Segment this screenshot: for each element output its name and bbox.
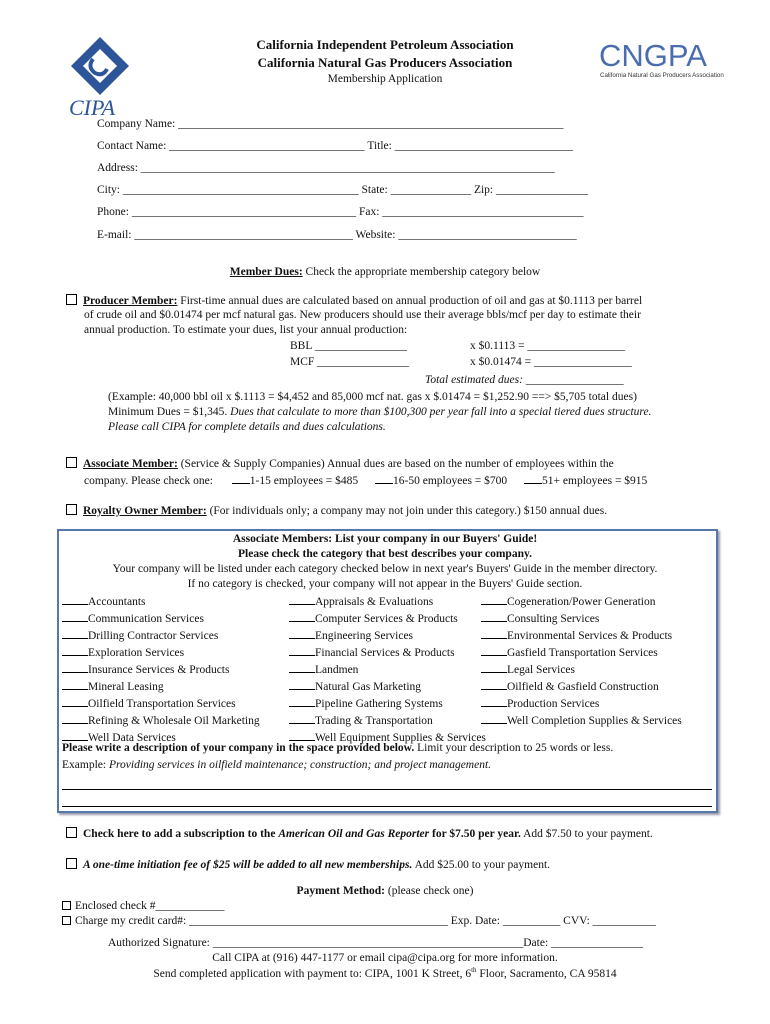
subscription-checkbox[interactable]	[66, 827, 77, 838]
producer-minimum	[108, 406, 651, 418]
member-dues-label: Member Dues:	[229, 266, 303, 278]
category-checkbox[interactable]	[481, 593, 507, 605]
category-checkbox[interactable]	[289, 644, 315, 656]
description-instruction	[62, 742, 613, 754]
category-checkbox[interactable]	[62, 661, 88, 673]
category-label: Well Data Services	[88, 732, 176, 744]
opt2-blank[interactable]	[375, 472, 393, 484]
category-label: Production Services	[507, 698, 600, 710]
category-label: Drilling Contractor Services	[88, 630, 219, 642]
producer-example: (Example: 40,000 bbl oil x $.1113 = $4,452 and 85,000 mcf nat. gas x $.01474 = $1,252.90 ==> $5,705 total dues)	[108, 391, 637, 403]
producer-label: Producer Member:	[83, 295, 178, 307]
footer-send-pre: Send completed application with payment to: CIPA, 1001 K Street, 6	[153, 967, 472, 980]
category-checkbox[interactable]	[62, 695, 88, 707]
subscription-magazine: American Oil and Gas Reporter	[278, 828, 430, 840]
opt1-blank[interactable]	[232, 472, 250, 484]
category-item[interactable]	[481, 644, 682, 661]
producer-call-note: Please call CIPA for complete details and dues calculations.	[108, 421, 386, 433]
footer-send-post: Floor, Sacramento, CA 95814	[476, 967, 617, 980]
buyers-guide-line1: Your company will be listed under each category checked below in next year's Buyers' Guide in the member directory.	[112, 563, 658, 575]
category-label: Mineral Leasing	[88, 681, 164, 693]
payment-note: (please check one)	[385, 885, 474, 897]
page-subtitle: Membership Application	[327, 73, 443, 85]
mcf-input[interactable]: MCF ________________	[290, 356, 410, 368]
category-checkbox[interactable]	[62, 644, 88, 656]
category-checkbox[interactable]	[289, 661, 315, 673]
org2-title: California Natural Gas Producers Association	[257, 55, 513, 70]
category-checkbox[interactable]	[481, 661, 507, 673]
category-col2	[289, 593, 486, 746]
subscription-price: for $7.50 per year.	[429, 828, 521, 840]
category-label: Financial Services & Products	[315, 647, 455, 659]
description-line-2[interactable]	[62, 792, 712, 807]
associate-label: Associate Member:	[83, 458, 178, 470]
category-label: Cogeneration/Power Generation	[507, 596, 656, 608]
category-label: Oilfield & Gasfield Construction	[507, 681, 659, 693]
category-item[interactable]	[481, 593, 682, 610]
phone-fax-field[interactable]: Phone: _______________________________________ Fax: ___________________________________	[97, 206, 584, 218]
credit-card-text[interactable]: Charge my credit card#: _____________________________________________ Exp. Date: __________ CVV: ___________	[75, 915, 656, 927]
category-checkbox[interactable]	[62, 627, 88, 639]
category-item[interactable]	[62, 610, 260, 627]
contact-title-field[interactable]: Contact Name: __________________________________ Title: _______________________________	[97, 140, 573, 152]
category-item[interactable]	[481, 610, 682, 627]
royalty-section	[66, 504, 607, 517]
member-dues-instruction: Check the appropriate membership category below	[302, 266, 541, 278]
category-checkbox[interactable]	[481, 678, 507, 690]
producer-section	[66, 294, 642, 307]
category-checkbox[interactable]	[62, 678, 88, 690]
buyers-guide-line2: If no category is checked, your company will not appear in the Buyers' Guide section.	[187, 578, 583, 590]
minimum-dues-text: Minimum Dues = $1,345.	[108, 406, 231, 418]
footer-send	[0, 966, 770, 980]
associate-opt3: 51+ employees = $915	[542, 475, 648, 487]
associate-line1: (Service & Supply Companies) Annual dues are based on the number of employees within the	[177, 458, 614, 470]
category-item[interactable]	[289, 593, 486, 610]
category-label: Pipeline Gathering Systems	[315, 698, 443, 710]
category-checkbox[interactable]	[62, 610, 88, 622]
example-label: Example:	[62, 759, 109, 771]
producer-checkbox[interactable]	[66, 294, 77, 305]
category-label: Landmen	[315, 664, 359, 676]
category-item[interactable]	[62, 695, 260, 712]
category-checkbox[interactable]	[481, 610, 507, 622]
producer-line2: of crude oil and $0.01474 per mcf natural gas. New producers should use their average bbls/mcf per day to estimate their	[84, 309, 641, 321]
category-item[interactable]	[289, 678, 486, 695]
category-item[interactable]	[481, 678, 682, 695]
category-item[interactable]	[289, 661, 486, 678]
category-label: Accountants	[88, 596, 146, 608]
opt3-blank[interactable]	[524, 472, 542, 484]
category-label: Refining & Wholesale Oil Marketing	[88, 715, 260, 727]
associate-line2	[84, 472, 647, 487]
subscription-rest: Add $7.50 to your payment.	[520, 828, 653, 840]
bbl-rate-input[interactable]: x $0.1113 = _________________	[470, 340, 626, 352]
org1-title: California Independent Petroleum Association	[256, 37, 514, 52]
address-field[interactable]: Address: ________________________________________________________________________	[97, 162, 555, 174]
category-label: Oilfield Transportation Services	[88, 698, 236, 710]
category-checkbox[interactable]	[481, 712, 507, 724]
description-example	[62, 759, 491, 771]
payment-method-heading	[0, 885, 770, 897]
description-line-1[interactable]	[62, 775, 712, 790]
category-label: Computer Services & Products	[315, 613, 458, 625]
category-checkbox[interactable]	[62, 729, 88, 741]
footer-send-sup: th	[471, 966, 477, 974]
category-checkbox[interactable]	[289, 712, 315, 724]
category-checkbox[interactable]	[481, 644, 507, 656]
category-checkbox[interactable]	[289, 729, 315, 741]
total-dues-input[interactable]: Total estimated dues: _________________	[425, 374, 624, 386]
member-dues-heading	[0, 266, 770, 278]
cngpa-tagline: California Natural Gas Producers Association	[600, 72, 724, 79]
category-item[interactable]	[62, 593, 260, 610]
description-rest: Limit your description to 25 words or less.	[414, 742, 614, 754]
associate-checkbox[interactable]	[66, 457, 77, 468]
minimum-dues-note: Dues that calculate to more than $100,300 per year fall into a special tiered dues structure.	[230, 406, 652, 418]
category-label: Well Equipment Supplies & Services	[315, 732, 486, 744]
category-label: Well Completion Supplies & Services	[507, 715, 682, 727]
category-item[interactable]	[289, 712, 486, 729]
payment-card-row	[62, 915, 656, 927]
category-label: Trading & Transportation	[315, 715, 433, 727]
producer-line1: First-time annual dues are calculated based on annual production of oil and gas at $0.1113 per barrel	[177, 295, 643, 307]
category-item[interactable]	[481, 627, 682, 644]
category-checkbox[interactable]	[62, 593, 88, 605]
category-item[interactable]	[62, 627, 260, 644]
category-item[interactable]	[481, 712, 682, 729]
cipa-logo-text: CIPA	[69, 95, 116, 120]
subscription-section	[66, 827, 653, 840]
category-checkbox[interactable]	[289, 678, 315, 690]
category-label: Communication Services	[88, 613, 204, 625]
initiation-section	[66, 858, 550, 871]
category-checkbox[interactable]	[289, 593, 315, 605]
category-item[interactable]	[289, 610, 486, 627]
category-item[interactable]	[62, 661, 260, 678]
buyers-guide-title1: Associate Members: List your company in our Buyers' Guide!	[232, 533, 538, 545]
associate-section	[66, 457, 614, 470]
initiation-rest: Add $25.00 to your payment.	[412, 859, 551, 871]
associate-opt2: 16-50 employees = $700	[393, 475, 508, 487]
category-checkbox[interactable]	[289, 610, 315, 622]
associate-check-one: company. Please check one:	[84, 475, 213, 487]
category-item[interactable]	[289, 627, 486, 644]
category-checkbox[interactable]	[289, 695, 315, 707]
category-checkbox[interactable]	[62, 712, 88, 724]
enclosed-check-text[interactable]: Enclosed check #____________	[75, 900, 225, 912]
category-label: Exploration Services	[88, 647, 185, 659]
buyers-guide-title2: Please check the category that best describes your company.	[238, 548, 532, 560]
category-label: Gasfield Transportation Services	[507, 647, 658, 659]
category-checkbox[interactable]	[481, 627, 507, 639]
payment-label: Payment Method:	[296, 885, 386, 897]
initiation-bold: A one-time initiation fee of $25 will be added to all new memberships.	[83, 859, 413, 871]
category-label: Consulting Services	[507, 613, 600, 625]
category-item[interactable]	[62, 712, 260, 729]
category-label: Appraisals & Evaluations	[315, 596, 434, 608]
category-item[interactable]	[289, 695, 486, 712]
category-label: Environmental Services & Products	[507, 630, 673, 642]
payment-check-row	[62, 900, 224, 912]
footer-call: Call CIPA at (916) 447-1177 or email cipa@cipa.org for more information.	[212, 952, 558, 964]
royalty-text: (For individuals only; a company may not join under this category.) $150 annual dues.	[206, 505, 608, 517]
category-checkbox[interactable]	[289, 627, 315, 639]
category-checkbox[interactable]	[481, 695, 507, 707]
email-website-field[interactable]: E-mail: ______________________________________ Website: _______________________________	[97, 229, 577, 241]
description-bold: Please write a description of your company in the space provided below.	[62, 742, 415, 754]
royalty-label: Royalty Owner Member:	[83, 505, 207, 517]
cngpa-logo-text: CNGPA	[599, 38, 707, 73]
city-state-zip-field[interactable]: City: _________________________________________ State: ______________ Zip: ________________	[97, 184, 588, 196]
category-col1	[62, 593, 260, 746]
category-label: Insurance Services & Products	[88, 664, 230, 676]
producer-line3: annual production. To estimate your dues, list your annual production:	[84, 324, 408, 336]
signature-field[interactable]: Authorized Signature: ______________________________________________________Date: ________________	[108, 937, 644, 949]
example-text: Providing services in oilfield maintenance; construction; and project management.	[108, 759, 492, 771]
category-item[interactable]	[481, 695, 682, 712]
bbl-input[interactable]: BBL ________________	[290, 340, 407, 352]
subscription-bold: Check here to add a subscription to the	[83, 828, 279, 840]
category-label: Natural Gas Marketing	[315, 681, 422, 693]
category-item[interactable]	[289, 644, 486, 661]
associate-opt1: 1-15 employees = $485	[249, 475, 359, 487]
mcf-rate-input[interactable]: x $0.01474 = _________________	[470, 356, 632, 368]
category-col3	[481, 593, 682, 729]
royalty-checkbox[interactable]	[66, 504, 77, 515]
enclosed-check-checkbox[interactable]	[62, 901, 71, 910]
credit-card-checkbox[interactable]	[62, 916, 71, 925]
category-label: Engineering Services	[315, 630, 414, 642]
category-item[interactable]	[481, 661, 682, 678]
category-item[interactable]	[62, 678, 260, 695]
initiation-checkbox[interactable]	[66, 858, 77, 869]
company-name-field[interactable]: Company Name: ___________________________________________________________________	[97, 118, 564, 130]
category-item[interactable]	[62, 644, 260, 661]
category-label: Legal Services	[507, 664, 576, 676]
